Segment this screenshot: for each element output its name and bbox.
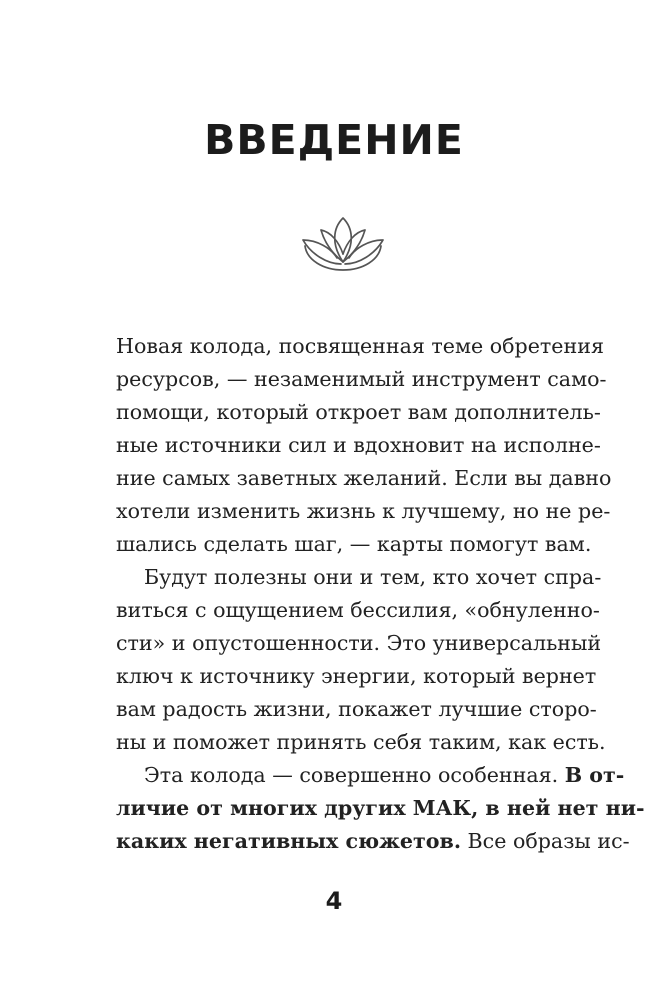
lotus-icon <box>297 214 389 272</box>
text-line: ные источники сил и вдохновит на исполне- <box>116 433 601 457</box>
text-line <box>116 759 625 792</box>
text-line: шались сделать шаг, — карты помогут вам. <box>116 532 592 556</box>
text-line: сти» и опустошенности. Это универсальный <box>116 631 602 655</box>
text-line: помощи, который откроет вам дополнитель- <box>116 400 601 424</box>
text-line <box>116 825 630 858</box>
text-run: Все образы ис- <box>461 829 630 853</box>
text-line: ны и поможет принять себя таким, как есть. <box>116 730 606 754</box>
text-line: Новая колода, посвященная теме обретения <box>116 334 604 358</box>
text-line: виться с ощущением бессилия, «обнуленно- <box>116 598 600 622</box>
bold-text-run: каких негативных сюжетов. <box>116 829 461 853</box>
text-line: ние самых заветных желаний. Если вы давно <box>116 466 612 490</box>
text-line: ключ к источнику энергии, который вернет <box>116 664 597 688</box>
text-run: Эта колода — совершенно особенная. <box>144 763 565 787</box>
page-number: 4 <box>325 887 343 915</box>
text-line: личие от многих других МАК, в ней нет ни- <box>116 796 645 820</box>
bold-text-run: В от- <box>564 763 625 787</box>
body-text <box>116 330 645 858</box>
text-line: Будут полезны они и тем, кто хочет спра- <box>144 565 602 589</box>
paragraph <box>116 759 645 858</box>
text-line: ресурсов, — незаменимый инструмент само- <box>116 367 607 391</box>
paragraph <box>116 561 606 759</box>
text-line: хотели изменить жизнь к лучшему, но не ре- <box>116 499 611 523</box>
text-line: вам радость жизни, покажет лучшие сторо- <box>116 697 597 721</box>
page-title: ВВЕДЕНИЕ <box>204 116 464 164</box>
paragraph <box>116 330 612 561</box>
